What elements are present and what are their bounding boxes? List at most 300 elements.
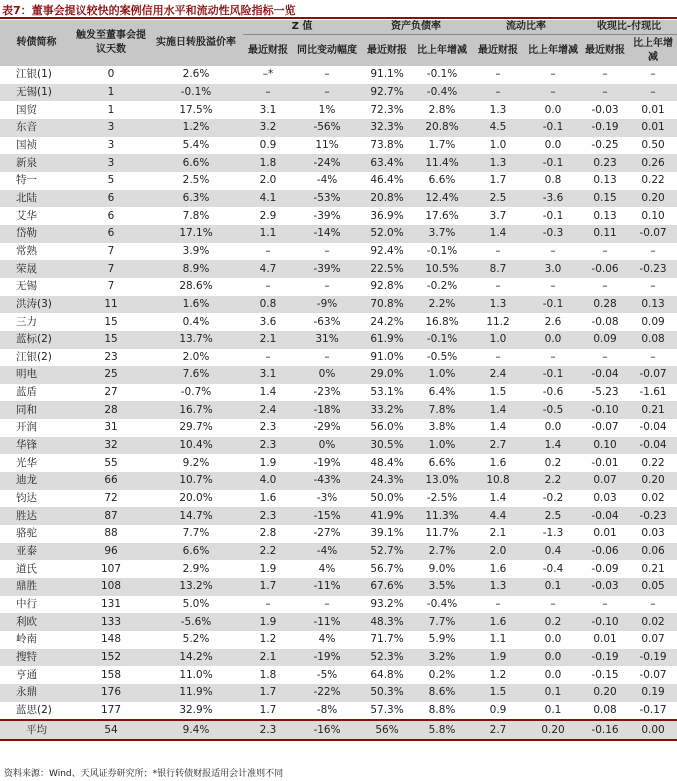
- cell-premium: 7.6%: [149, 366, 243, 384]
- cell-debt-chg: 16.8%: [413, 313, 471, 331]
- cell-liq: 2.4: [471, 366, 525, 384]
- cell-debt: 22.5%: [361, 260, 413, 278]
- cell-debt: 32.3%: [361, 119, 413, 137]
- cell-liq-chg: 0.1: [525, 702, 581, 721]
- cell-premium: 6.6%: [149, 543, 243, 561]
- cell-cash-chg: 0.26: [629, 154, 677, 172]
- cell-liq: –: [471, 278, 525, 296]
- cell-z: 1.2: [243, 631, 293, 649]
- cell-z: 1.6: [243, 490, 293, 508]
- cell-days: 6: [73, 207, 149, 225]
- cell-name: 利欧: [0, 613, 73, 631]
- table-row: [0, 525, 677, 543]
- header-days: 触发至董事会提议天数: [73, 20, 149, 66]
- cell-debt-chg: 10.5%: [413, 260, 471, 278]
- cell-liq: 2.0: [471, 543, 525, 561]
- cell-cash: 0.11: [581, 225, 629, 243]
- avg-cell-liq: 2.7: [471, 720, 525, 740]
- header-premium: 实施日转股溢价率: [149, 20, 243, 66]
- credit-liquidity-table: [0, 20, 677, 741]
- cell-debt-chg: 0.2%: [413, 666, 471, 684]
- table-row: [0, 172, 677, 190]
- cell-liq: –: [471, 596, 525, 614]
- cell-days: 32: [73, 437, 149, 455]
- cell-cash-chg: 0.50: [629, 137, 677, 155]
- cell-debt-chg: -0.4%: [413, 84, 471, 102]
- cell-cash-chg: 0.13: [629, 296, 677, 314]
- cell-days: 131: [73, 596, 149, 614]
- cell-z: 1.1: [243, 225, 293, 243]
- cell-debt-chg: 1.0%: [413, 366, 471, 384]
- cell-cash: -0.04: [581, 507, 629, 525]
- cell-cash: 0.15: [581, 190, 629, 208]
- cell-z-chg: -19%: [293, 454, 361, 472]
- cell-debt-chg: 8.6%: [413, 684, 471, 702]
- cell-premium: 14.2%: [149, 649, 243, 667]
- cell-premium: 17.5%: [149, 101, 243, 119]
- cell-liq: 1.3: [471, 578, 525, 596]
- cell-liq-chg: -0.1: [525, 207, 581, 225]
- cell-cash-chg: -0.04: [629, 437, 677, 455]
- cell-z: 3.1: [243, 366, 293, 384]
- cell-cash-chg: -0.17: [629, 702, 677, 721]
- cell-liq-chg: 0.1: [525, 684, 581, 702]
- cell-debt-chg: 9.0%: [413, 560, 471, 578]
- cell-liq-chg: -0.2: [525, 490, 581, 508]
- cell-liq: 1.6: [471, 613, 525, 631]
- cell-debt-chg: 7.7%: [413, 613, 471, 631]
- table-row: [0, 137, 677, 155]
- avg-cell-z: 2.3: [243, 720, 293, 740]
- cell-debt-chg: -0.4%: [413, 596, 471, 614]
- cell-z: 2.4: [243, 401, 293, 419]
- cell-name: 岱勒: [0, 225, 73, 243]
- cell-debt-chg: 11.4%: [413, 154, 471, 172]
- cell-name: 蓝盾: [0, 384, 73, 402]
- cell-premium: 7.7%: [149, 525, 243, 543]
- cell-liq-chg: 0.1: [525, 578, 581, 596]
- cell-debt: 24.3%: [361, 472, 413, 490]
- cell-cash-chg: -0.07: [629, 225, 677, 243]
- cell-z-chg: 31%: [293, 331, 361, 349]
- cell-cash-chg: –: [629, 84, 677, 102]
- cell-days: 72: [73, 490, 149, 508]
- cell-days: 88: [73, 525, 149, 543]
- cell-name: 国祯: [0, 137, 73, 155]
- cell-z-chg: -11%: [293, 613, 361, 631]
- avg-cell-name: 平均: [0, 720, 73, 740]
- cell-name: 胜达: [0, 507, 73, 525]
- avg-cell-cash: -0.16: [581, 720, 629, 740]
- cell-name: 江银(2): [0, 349, 73, 367]
- cell-cash-chg: -0.23: [629, 507, 677, 525]
- cell-liq-chg: –: [525, 66, 581, 84]
- cell-premium: 6.6%: [149, 154, 243, 172]
- cell-liq: –: [471, 243, 525, 261]
- cell-days: 7: [73, 243, 149, 261]
- cell-premium: 13.7%: [149, 331, 243, 349]
- cell-z-chg: -53%: [293, 190, 361, 208]
- cell-liq: –: [471, 84, 525, 102]
- cell-name: 无锡(1): [0, 84, 73, 102]
- cell-debt-chg: 3.8%: [413, 419, 471, 437]
- cell-debt: 24.2%: [361, 313, 413, 331]
- cell-debt: 36.9%: [361, 207, 413, 225]
- cell-liq: 8.7: [471, 260, 525, 278]
- cell-cash-chg: -0.23: [629, 260, 677, 278]
- cell-liq: 1.3: [471, 154, 525, 172]
- header-z-yoy: 同比变动幅度: [293, 35, 361, 67]
- cell-debt-chg: 6.4%: [413, 384, 471, 402]
- cell-premium: 10.4%: [149, 437, 243, 455]
- cell-debt: 50.0%: [361, 490, 413, 508]
- cell-liq: 2.5: [471, 190, 525, 208]
- cell-z-chg: -22%: [293, 684, 361, 702]
- cell-liq-chg: 2.6: [525, 313, 581, 331]
- table-row: [0, 613, 677, 631]
- cell-z-chg: –: [293, 349, 361, 367]
- cell-cash: –: [581, 349, 629, 367]
- cell-name: 亚泰: [0, 543, 73, 561]
- cell-liq-chg: 0.0: [525, 137, 581, 155]
- cell-z: 3.1: [243, 101, 293, 119]
- cell-cash-chg: 0.01: [629, 119, 677, 137]
- table-row: [0, 331, 677, 349]
- cell-name: 特一: [0, 172, 73, 190]
- cell-debt: 20.8%: [361, 190, 413, 208]
- cell-z: 1.9: [243, 613, 293, 631]
- cell-premium: 32.9%: [149, 702, 243, 721]
- cell-name: 迪龙: [0, 472, 73, 490]
- cell-days: 15: [73, 313, 149, 331]
- cell-z-chg: -24%: [293, 154, 361, 172]
- table-row: [0, 454, 677, 472]
- cell-debt-chg: 17.6%: [413, 207, 471, 225]
- cell-liq-chg: 0.0: [525, 631, 581, 649]
- cell-z-chg: -39%: [293, 260, 361, 278]
- cell-name: 常熟: [0, 243, 73, 261]
- cell-z-chg: 11%: [293, 137, 361, 155]
- cell-liq: 1.2: [471, 666, 525, 684]
- table-row: [0, 490, 677, 508]
- cell-name: 荣晟: [0, 260, 73, 278]
- cell-cash: -0.19: [581, 119, 629, 137]
- cell-days: 25: [73, 366, 149, 384]
- cell-debt-chg: 6.6%: [413, 172, 471, 190]
- header-debt-change: 比上年增减: [413, 35, 471, 67]
- cell-premium: 17.1%: [149, 225, 243, 243]
- cell-debt: 52.3%: [361, 649, 413, 667]
- cell-cash: -0.08: [581, 313, 629, 331]
- average-row: [0, 720, 677, 740]
- cell-z: 4.1: [243, 190, 293, 208]
- cell-premium: 2.0%: [149, 349, 243, 367]
- cell-z-chg: 4%: [293, 560, 361, 578]
- cell-cash: 0.13: [581, 172, 629, 190]
- cell-debt: 92.7%: [361, 84, 413, 102]
- cell-z: 4.7: [243, 260, 293, 278]
- cell-name: 亨通: [0, 666, 73, 684]
- cell-debt: 73.8%: [361, 137, 413, 155]
- header-debt-latest: 最近财报: [361, 35, 413, 67]
- cell-liq: 1.5: [471, 684, 525, 702]
- cell-liq-chg: 2.2: [525, 472, 581, 490]
- cell-liq-chg: 0.0: [525, 101, 581, 119]
- cell-days: 3: [73, 119, 149, 137]
- cell-z-chg: –: [293, 278, 361, 296]
- cell-z-chg: -4%: [293, 543, 361, 561]
- table-row: [0, 119, 677, 137]
- cell-premium: 5.2%: [149, 631, 243, 649]
- cell-z: 1.8: [243, 154, 293, 172]
- cell-liq-chg: -0.6: [525, 384, 581, 402]
- cell-days: 6: [73, 225, 149, 243]
- cell-z-chg: 0%: [293, 366, 361, 384]
- cell-cash: 0.01: [581, 525, 629, 543]
- cell-liq: 2.1: [471, 525, 525, 543]
- cell-z: 2.3: [243, 419, 293, 437]
- table-row: [0, 278, 677, 296]
- cell-debt: 29.0%: [361, 366, 413, 384]
- cell-z-chg: -15%: [293, 507, 361, 525]
- table-row: [0, 472, 677, 490]
- cell-liq-chg: 1.4: [525, 437, 581, 455]
- cell-premium: 3.9%: [149, 243, 243, 261]
- cell-premium: 20.0%: [149, 490, 243, 508]
- cell-name: 鼎胜: [0, 578, 73, 596]
- table-row: [0, 296, 677, 314]
- cell-cash-chg: –: [629, 278, 677, 296]
- cell-debt: 70.8%: [361, 296, 413, 314]
- cell-cash: -0.10: [581, 613, 629, 631]
- cell-premium: 7.8%: [149, 207, 243, 225]
- cell-debt: 61.9%: [361, 331, 413, 349]
- cell-debt: 48.4%: [361, 454, 413, 472]
- cell-liq: 4.4: [471, 507, 525, 525]
- cell-debt-chg: 11.7%: [413, 525, 471, 543]
- cell-premium: 9.2%: [149, 454, 243, 472]
- cell-liq: 4.5: [471, 119, 525, 137]
- cell-cash: -0.09: [581, 560, 629, 578]
- cell-debt: 48.3%: [361, 613, 413, 631]
- table-row: [0, 154, 677, 172]
- cell-days: 28: [73, 401, 149, 419]
- cell-premium: 8.9%: [149, 260, 243, 278]
- cell-liq: 1.4: [471, 419, 525, 437]
- cell-debt-chg: 7.8%: [413, 401, 471, 419]
- cell-z: –: [243, 243, 293, 261]
- cell-debt-chg: 13.0%: [413, 472, 471, 490]
- cell-cash-chg: –: [629, 66, 677, 84]
- table-row: [0, 702, 677, 721]
- cell-liq-chg: 0.0: [525, 649, 581, 667]
- cell-debt: 92.4%: [361, 243, 413, 261]
- header-liq-latest: 最近财报: [471, 35, 525, 67]
- cell-z: –: [243, 596, 293, 614]
- cell-cash-chg: 0.07: [629, 631, 677, 649]
- cell-z: 1.7: [243, 684, 293, 702]
- cell-debt: 46.4%: [361, 172, 413, 190]
- cell-name: 蓝思(2): [0, 702, 73, 721]
- cell-cash: 0.01: [581, 631, 629, 649]
- cell-z: 3.2: [243, 119, 293, 137]
- cell-debt: 91.1%: [361, 66, 413, 84]
- cell-liq: 3.7: [471, 207, 525, 225]
- cell-liq: 11.2: [471, 313, 525, 331]
- cell-z: 1.8: [243, 666, 293, 684]
- cell-liq-chg: 0.0: [525, 666, 581, 684]
- cell-name: 国贸: [0, 101, 73, 119]
- cell-cash-chg: 0.03: [629, 525, 677, 543]
- cell-name: 同和: [0, 401, 73, 419]
- cell-debt-chg: 3.2%: [413, 649, 471, 667]
- cell-cash: -0.06: [581, 543, 629, 561]
- cell-days: 0: [73, 66, 149, 84]
- avg-cell-debt-chg: 5.8%: [413, 720, 471, 740]
- cell-premium: 28.6%: [149, 278, 243, 296]
- cell-z-chg: -39%: [293, 207, 361, 225]
- cell-debt-chg: -2.5%: [413, 490, 471, 508]
- cell-liq-chg: -0.1: [525, 119, 581, 137]
- table-row: [0, 631, 677, 649]
- table-row: [0, 243, 677, 261]
- cell-z-chg: -9%: [293, 296, 361, 314]
- cell-z: 2.2: [243, 543, 293, 561]
- cell-cash-chg: -0.07: [629, 366, 677, 384]
- cell-cash-chg: -1.61: [629, 384, 677, 402]
- table-row: [0, 507, 677, 525]
- cell-cash-chg: 0.02: [629, 490, 677, 508]
- cell-debt: 56.0%: [361, 419, 413, 437]
- header-group-cash: 收现比-付现比: [581, 20, 677, 35]
- cell-z: 2.8: [243, 525, 293, 543]
- cell-liq: 1.5: [471, 384, 525, 402]
- cell-name: 蓝标(2): [0, 331, 73, 349]
- cell-days: 23: [73, 349, 149, 367]
- table-row: [0, 560, 677, 578]
- cell-cash: 0.09: [581, 331, 629, 349]
- cell-z-chg: 4%: [293, 631, 361, 649]
- cell-z-chg: -11%: [293, 578, 361, 596]
- cell-liq: 1.1: [471, 631, 525, 649]
- cell-cash: 0.13: [581, 207, 629, 225]
- cell-debt: 93.2%: [361, 596, 413, 614]
- cell-debt: 41.9%: [361, 507, 413, 525]
- avg-cell-liq-chg: 0.20: [525, 720, 581, 740]
- cell-premium: 5.0%: [149, 596, 243, 614]
- cell-debt-chg: 2.8%: [413, 101, 471, 119]
- avg-cell-cash-chg: 0.00: [629, 720, 677, 740]
- title-rule: [0, 17, 677, 19]
- table-row: [0, 384, 677, 402]
- cell-liq-chg: 0.0: [525, 419, 581, 437]
- table-row: [0, 66, 677, 84]
- cell-cash-chg: 0.20: [629, 190, 677, 208]
- cell-cash: 0.10: [581, 437, 629, 455]
- cell-liq-chg: 0.4: [525, 543, 581, 561]
- cell-z-chg: –: [293, 596, 361, 614]
- cell-z-chg: -63%: [293, 313, 361, 331]
- cell-cash: -5.23: [581, 384, 629, 402]
- cell-days: 177: [73, 702, 149, 721]
- cell-liq: –: [471, 66, 525, 84]
- table-body: [0, 66, 677, 740]
- cell-cash: 0.08: [581, 702, 629, 721]
- cell-cash: –: [581, 66, 629, 84]
- cell-name: 江银(1): [0, 66, 73, 84]
- cell-debt-chg: -0.1%: [413, 66, 471, 84]
- cell-cash-chg: 0.09: [629, 313, 677, 331]
- cell-z-chg: -8%: [293, 702, 361, 721]
- source-note: 资料来源：Wind、天风证券研究所；*银行转债财报适用会计准则不同: [4, 769, 284, 779]
- cell-days: 176: [73, 684, 149, 702]
- cell-cash: –: [581, 278, 629, 296]
- cell-premium: -5.6%: [149, 613, 243, 631]
- cell-debt: 30.5%: [361, 437, 413, 455]
- cell-name: 北陆: [0, 190, 73, 208]
- cell-premium: 0.4%: [149, 313, 243, 331]
- cell-cash-chg: 0.21: [629, 560, 677, 578]
- cell-liq-chg: 2.5: [525, 507, 581, 525]
- cell-premium: 2.9%: [149, 560, 243, 578]
- cell-debt: 63.4%: [361, 154, 413, 172]
- cell-liq-chg: -0.1: [525, 366, 581, 384]
- table-row: [0, 419, 677, 437]
- cell-z: 3.6: [243, 313, 293, 331]
- table-row: [0, 207, 677, 225]
- cell-z: –: [243, 349, 293, 367]
- cell-name: 骆驼: [0, 525, 73, 543]
- cell-name: 洪涛(3): [0, 296, 73, 314]
- cell-premium: 10.7%: [149, 472, 243, 490]
- cell-z: 2.1: [243, 649, 293, 667]
- cell-name: 光华: [0, 454, 73, 472]
- cell-z-chg: 0%: [293, 437, 361, 455]
- cell-liq: 1.6: [471, 454, 525, 472]
- cell-z-chg: –: [293, 243, 361, 261]
- cell-days: 133: [73, 613, 149, 631]
- cell-liq-chg: 0.8: [525, 172, 581, 190]
- cell-liq-chg: -1.3: [525, 525, 581, 543]
- cell-days: 96: [73, 543, 149, 561]
- cell-debt: 64.8%: [361, 666, 413, 684]
- cell-z: 2.1: [243, 331, 293, 349]
- cell-debt-chg: 2.2%: [413, 296, 471, 314]
- cell-liq: 1.6: [471, 560, 525, 578]
- cell-z: 1.9: [243, 454, 293, 472]
- cell-debt-chg: -0.2%: [413, 278, 471, 296]
- cell-days: 6: [73, 190, 149, 208]
- cell-cash-chg: -0.07: [629, 666, 677, 684]
- table-title: 表7：董事会提议较快的案例信用水平和流动性风险指标一览: [2, 4, 296, 17]
- cell-cash: 0.03: [581, 490, 629, 508]
- cell-z-chg: –: [293, 84, 361, 102]
- cell-name: 华锋: [0, 437, 73, 455]
- cell-name: 新泉: [0, 154, 73, 172]
- cell-cash: 0.28: [581, 296, 629, 314]
- cell-cash: -0.03: [581, 578, 629, 596]
- cell-premium: 11.9%: [149, 684, 243, 702]
- cell-debt: 39.1%: [361, 525, 413, 543]
- cell-premium: -0.7%: [149, 384, 243, 402]
- cell-liq-chg: -3.6: [525, 190, 581, 208]
- table-row: [0, 225, 677, 243]
- cell-days: 107: [73, 560, 149, 578]
- cell-premium: 11.0%: [149, 666, 243, 684]
- cell-z-chg: -43%: [293, 472, 361, 490]
- cell-name: 永鼎: [0, 684, 73, 702]
- cell-z-chg: 1%: [293, 101, 361, 119]
